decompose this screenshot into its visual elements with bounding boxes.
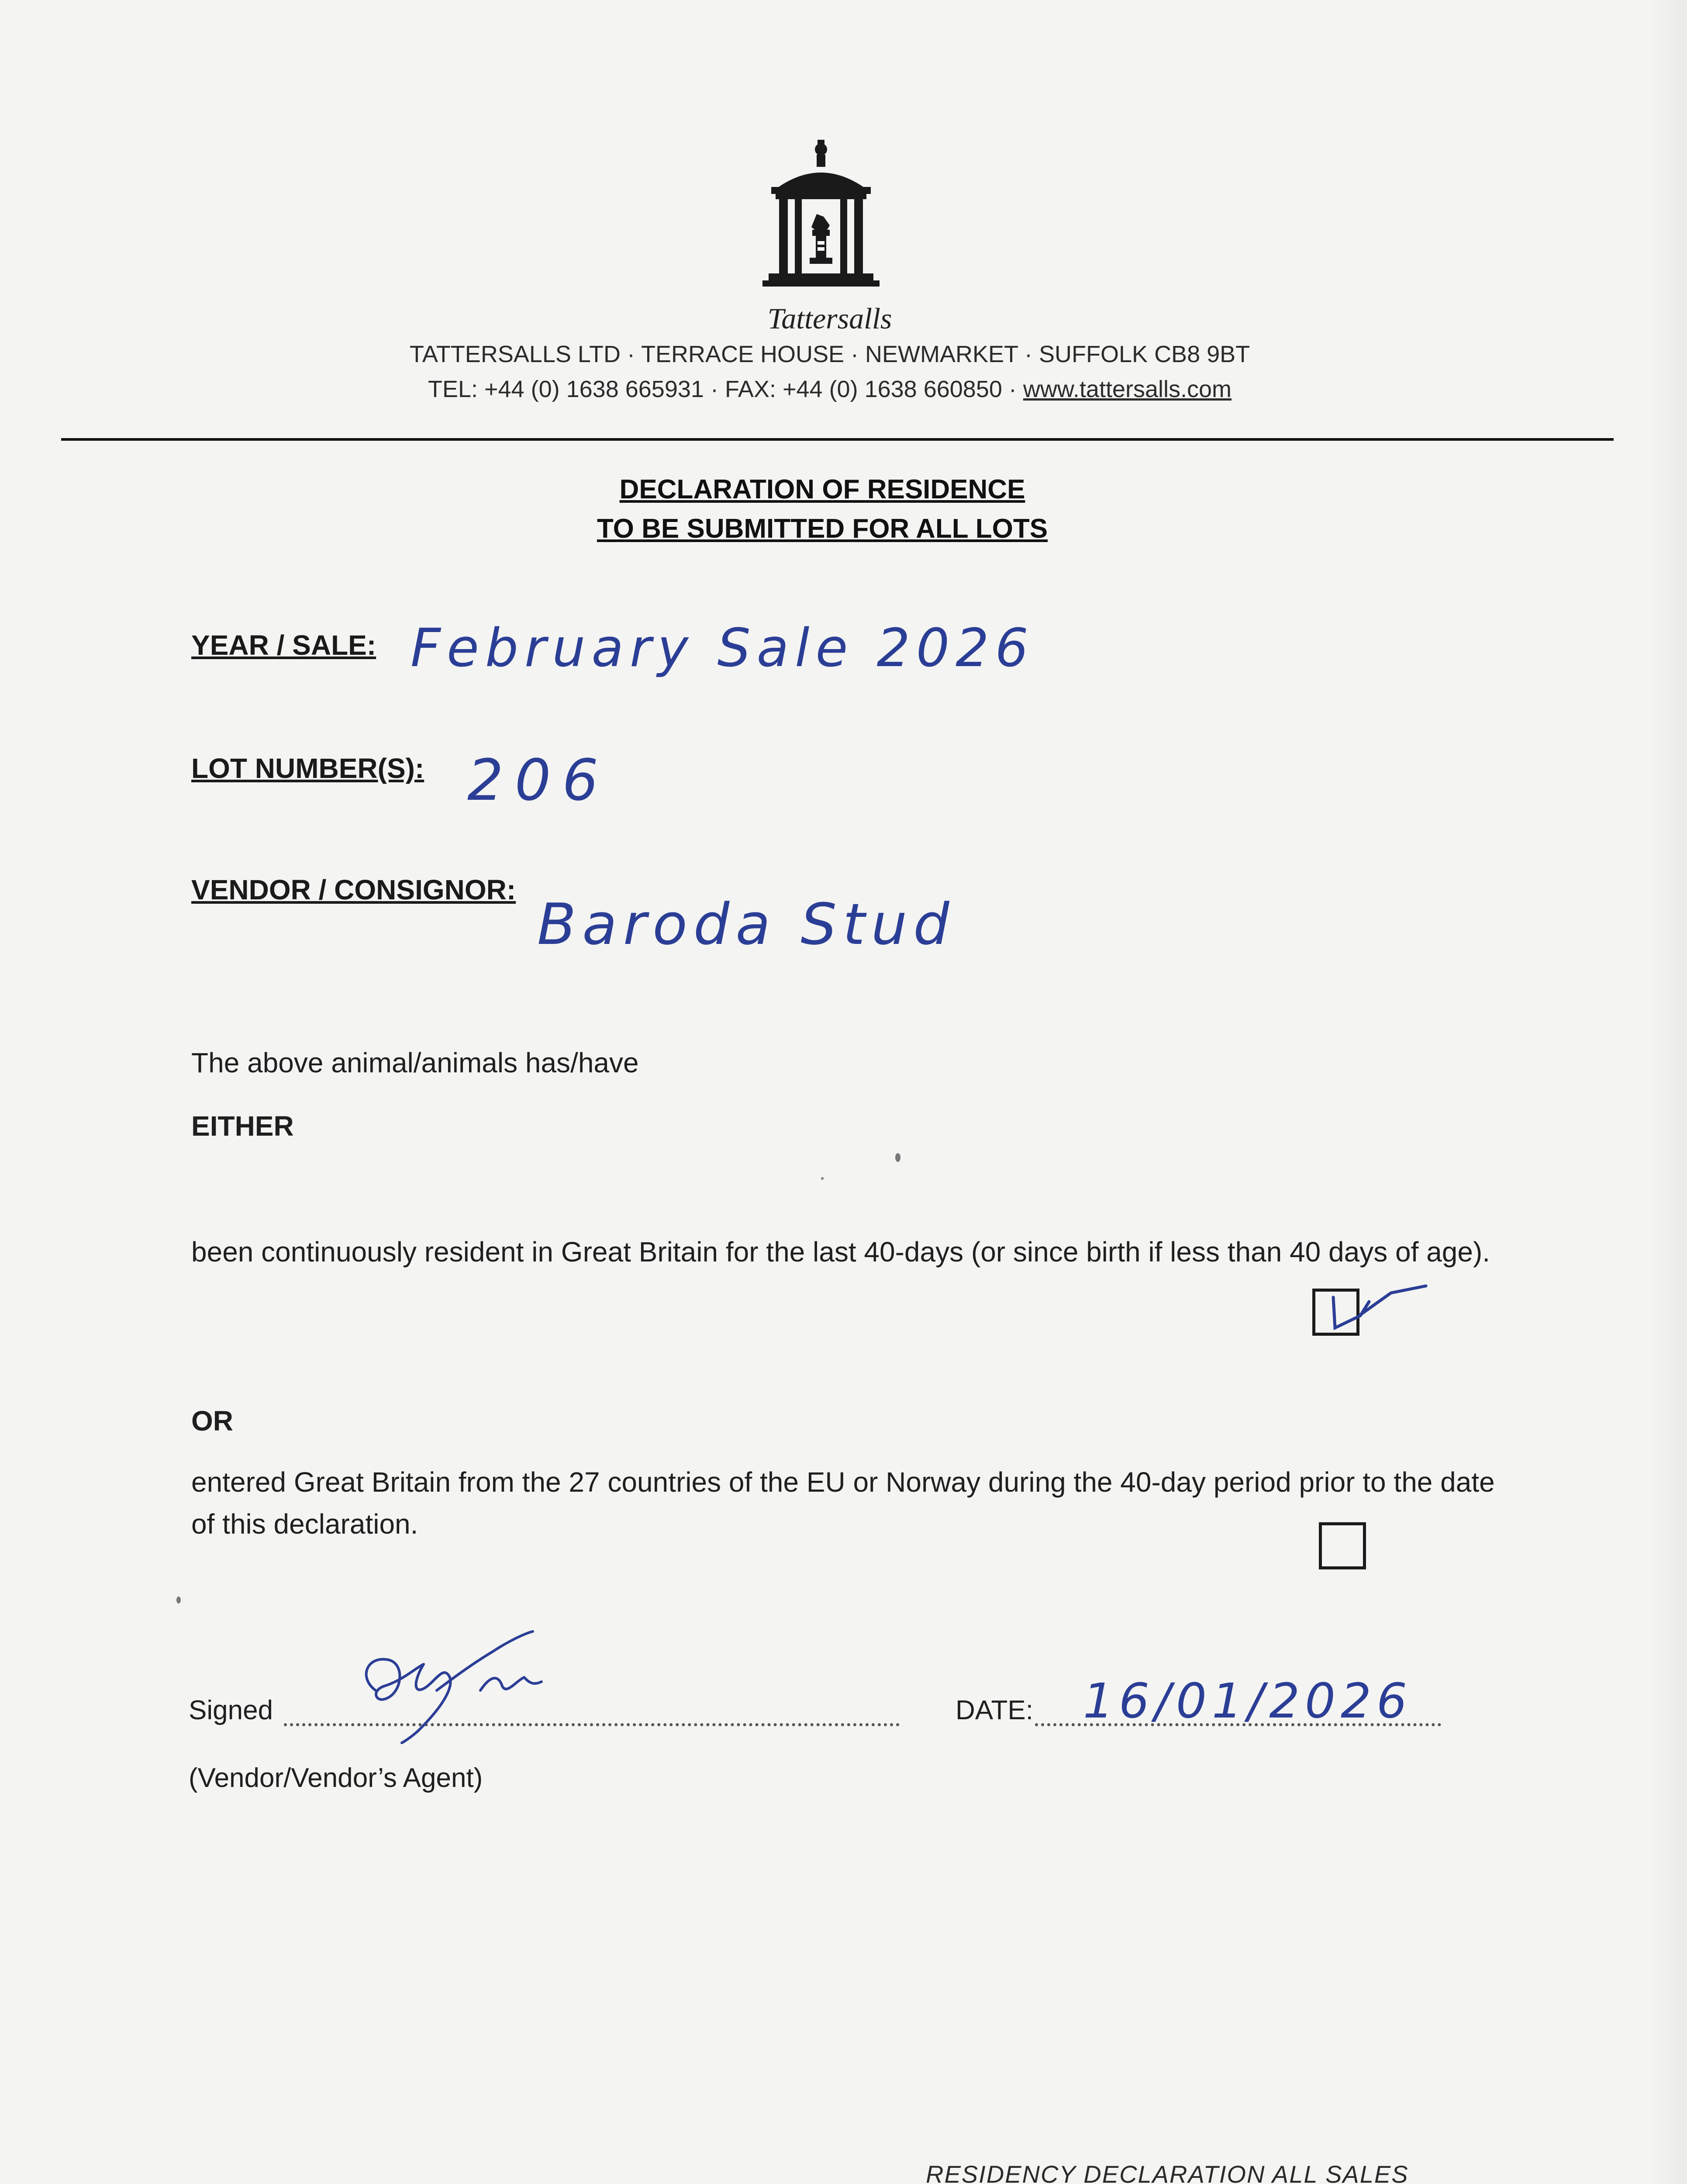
document-subtitle: TO BE SUBMITTED FOR ALL LOTS xyxy=(597,514,1048,544)
brand-name: Tattersalls xyxy=(767,302,892,335)
website-link[interactable]: www.tattersalls.com xyxy=(1023,376,1232,402)
year-sale-label: YEAR / SALE: xyxy=(191,629,376,661)
scan-speck xyxy=(895,1153,900,1162)
scan-speck xyxy=(176,1597,181,1603)
company-address: TATTERSALLS LTD · TERRACE HOUSE · NEWMARKET · SUFFOLK CB8 9BT xyxy=(409,341,1250,367)
footer-form-label: RESIDENCY DECLARATION ALL SALES xyxy=(926,2160,1409,2184)
either-heading: EITHER xyxy=(191,1110,294,1142)
signed-label: Signed xyxy=(189,1695,273,1725)
vendor-consignor-label: VENDOR / CONSIGNOR: xyxy=(191,874,516,905)
header-divider xyxy=(61,438,1614,441)
checkbox-frame xyxy=(1319,1522,1366,1569)
company-contact-line xyxy=(262,376,1397,403)
date-field[interactable]: 16/01/2026 xyxy=(1083,1673,1413,1729)
document-title: DECLARATION OF RESIDENCE xyxy=(619,474,1025,505)
handwritten-signature-icon[interactable] xyxy=(349,1625,594,1747)
intro-statement: The above animal/animals has/have xyxy=(191,1047,639,1078)
checkmark-icon xyxy=(1308,1275,1439,1345)
option-resident-text: been continuously resident in Great Britain for the last 40-days (or since birth if less than 40 days of age). xyxy=(191,1236,1490,1268)
option-resident-checkbox[interactable] xyxy=(1312,1289,1359,1336)
phone-fax: TEL: +44 (0) 1638 665931 · FAX: +44 (0) 1638 660850 · xyxy=(428,376,1023,402)
tattersalls-logo-icon xyxy=(760,140,882,301)
signer-role-label: (Vendor/Vendor’s Agent) xyxy=(189,1763,483,1793)
year-sale-field[interactable]: February Sale 2026 xyxy=(411,618,1035,679)
lot-numbers-label: LOT NUMBER(S): xyxy=(191,753,424,784)
option-eu-entry-checkbox[interactable] xyxy=(1319,1522,1366,1569)
or-heading: OR xyxy=(191,1405,233,1437)
scan-speck xyxy=(821,1177,824,1180)
vendor-consignor-field[interactable]: Baroda Stud xyxy=(537,891,956,957)
date-label: DATE: xyxy=(956,1695,1033,1725)
lot-numbers-field[interactable]: 206 xyxy=(467,747,610,813)
scan-edge-shadow xyxy=(1648,0,1687,2184)
option-eu-entry-text: entered Great Britain from the 27 countries of the EU or Norway during the 40-day period prior to the date of this declaration. xyxy=(191,1466,1495,1540)
